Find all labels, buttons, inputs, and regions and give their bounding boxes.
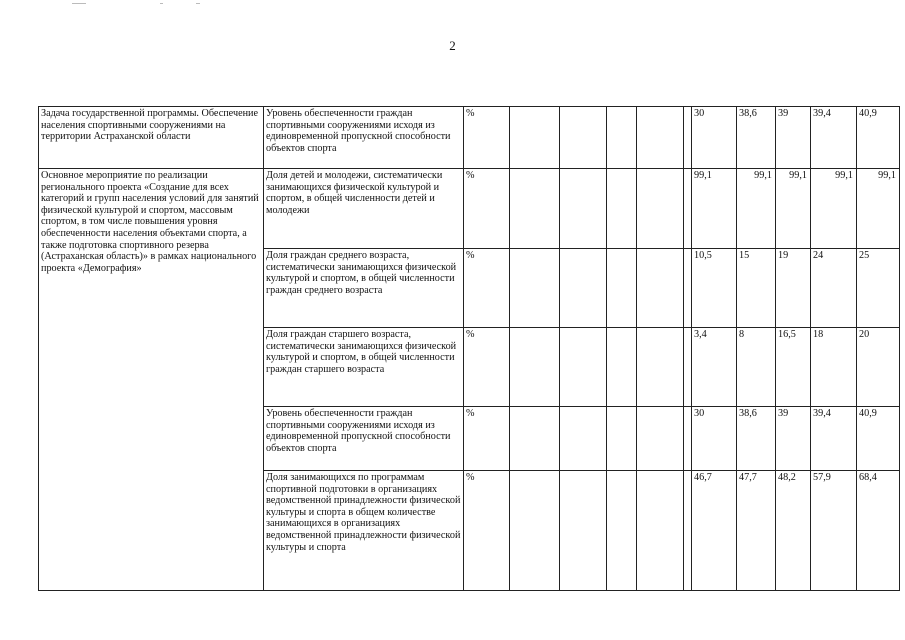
value-cell: 68,4 (857, 471, 900, 591)
value-cell: 99,1 (737, 169, 776, 249)
empty-cell (684, 249, 692, 328)
empty-cell (510, 328, 560, 407)
value-cell: 99,1 (776, 169, 811, 249)
unit-cell: % (464, 249, 510, 328)
empty-cell (560, 169, 607, 249)
empty-cell (607, 169, 637, 249)
indicator-cell: Уровень обеспеченности граждан спортивными сооружениями исходя из единовременной пропускной способности объектов спорта (264, 407, 464, 471)
value-cell: 25 (857, 249, 900, 328)
empty-cell (510, 249, 560, 328)
empty-cell (684, 471, 692, 591)
empty-cell (560, 328, 607, 407)
empty-cell (560, 471, 607, 591)
value-cell: 39,4 (811, 407, 857, 471)
value-cell: 16,5 (776, 328, 811, 407)
page-number: 2 (449, 38, 456, 53)
table-row (39, 107, 900, 169)
empty-cell (607, 328, 637, 407)
indicator-cell: Доля граждан старшего возраста, систематически занимающихся физической культурой и спортом, в общей численности граждан старшего возраста (264, 328, 464, 407)
value-cell: 48,2 (776, 471, 811, 591)
measure-cell: Основное мероприятие по реализации регионального проекта «Создание для всех категорий и групп населения условий для занятий физической культурой и спортом, массовым спортом, в том числе повышения уровня обеспеченности населения объектами спорта, а также подготовка спортивного резерва (Астраханская область)» в рамках национального проекта «Демография» (39, 169, 264, 591)
empty-cell (510, 107, 560, 169)
empty-cell (510, 169, 560, 249)
value-cell: 39 (776, 407, 811, 471)
value-cell: 99,1 (811, 169, 857, 249)
indicator-cell: Уровень обеспеченности граждан спортивными сооружениями исходя из единовременной пропускной способности объектов спорта (264, 107, 464, 169)
empty-cell (684, 328, 692, 407)
program-indicators-table (38, 106, 900, 591)
empty-cell (637, 328, 684, 407)
unit-cell: % (464, 328, 510, 407)
indicator-cell: Доля занимающихся по программам спортивной подготовки в организациях ведомственной принадлежности физической культуры и спорта в общем количестве занимающихся в организациях ведомственной принадлежности физической культуры и спорта (264, 471, 464, 591)
value-cell: 57,9 (811, 471, 857, 591)
empty-cell (637, 169, 684, 249)
table-row (39, 169, 900, 249)
value-cell: 38,6 (737, 407, 776, 471)
empty-cell (637, 471, 684, 591)
empty-cell (607, 249, 637, 328)
value-cell: 30 (692, 407, 737, 471)
scan-artifact (196, 3, 200, 4)
value-cell: 18 (811, 328, 857, 407)
value-cell: 15 (737, 249, 776, 328)
empty-cell (684, 107, 692, 169)
empty-cell (637, 407, 684, 471)
value-cell: 39,4 (811, 107, 857, 169)
value-cell: 38,6 (737, 107, 776, 169)
empty-cell (607, 407, 637, 471)
value-cell: 40,9 (857, 107, 900, 169)
indicator-cell: Доля граждан среднего возраста, систематически занимающихся физической культурой и спортом, в общей численности граждан среднего возраста (264, 249, 464, 328)
empty-cell (637, 249, 684, 328)
empty-cell (560, 249, 607, 328)
value-cell: 24 (811, 249, 857, 328)
value-cell: 10,5 (692, 249, 737, 328)
unit-cell: % (464, 107, 510, 169)
indicator-cell: Доля детей и молодежи, систематически занимающихся физической культурой и спортом, в общей численности детей и молодежи (264, 169, 464, 249)
empty-cell (607, 107, 637, 169)
empty-cell (684, 169, 692, 249)
scan-artifact (72, 3, 86, 4)
empty-cell (560, 107, 607, 169)
task-cell: Задача государственной программы. Обеспечение населения спортивными сооружениями на территории Астраханской области (39, 107, 264, 169)
empty-cell (510, 407, 560, 471)
empty-cell (637, 107, 684, 169)
value-cell: 99,1 (692, 169, 737, 249)
scan-artifact (160, 3, 163, 4)
unit-cell: % (464, 169, 510, 249)
value-cell: 39 (776, 107, 811, 169)
empty-cell (607, 471, 637, 591)
unit-cell: % (464, 471, 510, 591)
unit-cell: % (464, 407, 510, 471)
value-cell: 8 (737, 328, 776, 407)
empty-cell (510, 471, 560, 591)
empty-cell (684, 407, 692, 471)
value-cell: 19 (776, 249, 811, 328)
value-cell: 46,7 (692, 471, 737, 591)
value-cell: 3,4 (692, 328, 737, 407)
value-cell: 30 (692, 107, 737, 169)
value-cell: 47,7 (737, 471, 776, 591)
value-cell: 99,1 (857, 169, 900, 249)
value-cell: 40,9 (857, 407, 900, 471)
empty-cell (560, 407, 607, 471)
value-cell: 20 (857, 328, 900, 407)
